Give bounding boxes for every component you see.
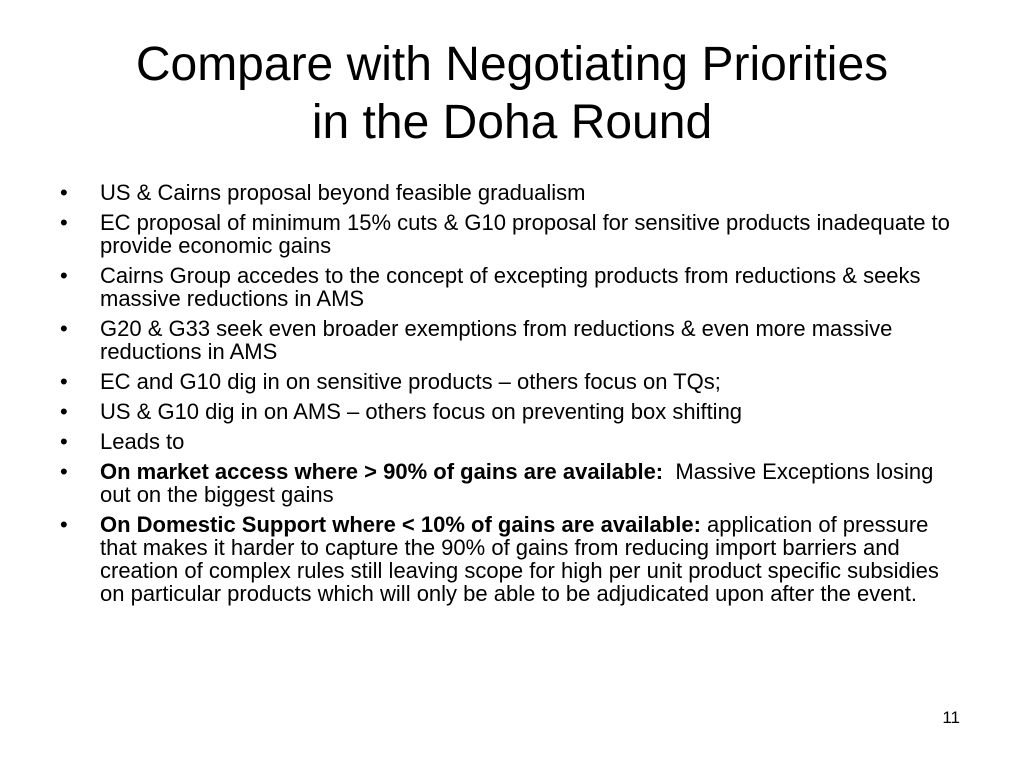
bullet-text: Cairns Group accedes to the concept of excepting products from reductions & seeks massive reductions in AMS [100, 263, 921, 311]
slide-title-line-2: in the Doha Round [311, 96, 713, 149]
bullet-text: application of pressure that makes it harder to capture the 90% of gains from reducing import barriers and creation of complex rules still leaving scope for high per unit product specific subsidies on particular products which will only be able to be adjudicated upon after the event. [100, 512, 945, 606]
bullet-dot: • [60, 429, 68, 454]
bullet-dot: • [60, 180, 68, 205]
bullet-text: EC proposal of minimum 15% cuts & G10 proposal for sensitive products inadequate to provide economic gains [100, 210, 950, 258]
bullet-item [60, 264, 968, 310]
bullet-dot: • [60, 210, 68, 235]
bullet-list [60, 181, 968, 612]
page-number: 11 [942, 708, 960, 727]
slide-title [40, 36, 984, 152]
bullet-bold-lead: On market access where > 90% of gains are available: [100, 459, 664, 484]
bullet-text: US & G10 dig in on AMS – others focus on preventing box shifting [100, 399, 743, 424]
bullet-text: G20 & G33 seek even broader exemptions from reductions & even more massive reductions in AMS [100, 316, 893, 364]
bullet-item [60, 513, 968, 605]
bullet-item [60, 400, 968, 423]
bullet-text: EC and G10 dig in on sensitive products – others focus on TQs; [100, 369, 721, 394]
slide-title-line-1: Compare with Negotiating Priorities [135, 38, 889, 91]
bullet-dot: • [60, 316, 68, 341]
bullet-dot: • [60, 369, 68, 394]
bullet-item [60, 181, 968, 204]
bullet-dot: • [60, 263, 68, 288]
bullet-item [60, 430, 968, 453]
bullet-item [60, 460, 968, 506]
bullet-dot: • [60, 399, 68, 424]
bullet-item [60, 317, 968, 363]
bullet-text: Leads to [100, 429, 185, 454]
bullet-dot: • [60, 459, 68, 484]
bullet-dot: • [60, 512, 68, 537]
bullet-item [60, 370, 968, 393]
bullet-text: US & Cairns proposal beyond feasible gradualism [100, 180, 586, 205]
bullet-bold-lead: On Domestic Support where < 10% of gains are available: [100, 512, 701, 537]
bullet-item [60, 211, 968, 257]
bullet-text: Massive Exceptions losing out on the biggest gains [100, 459, 940, 507]
